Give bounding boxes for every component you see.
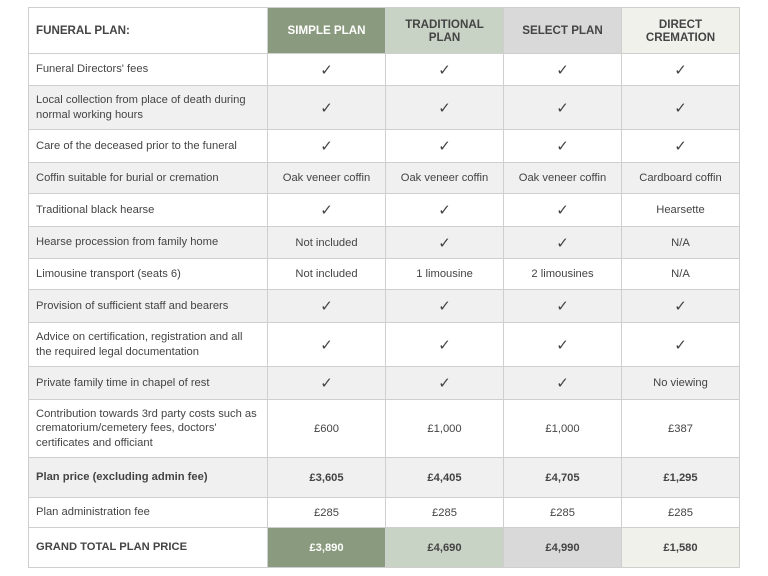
cell-simple: Not included (268, 259, 386, 290)
row-label: Plan price (excluding admin fee) (29, 458, 268, 498)
row-label: Limousine transport (seats 6) (29, 259, 268, 290)
row-label: Care of the deceased prior to the funeral (29, 130, 268, 163)
checkmark-icon: ✓ (386, 130, 504, 163)
header-select-plan: SELECT PLAN (504, 8, 622, 54)
table-row (29, 458, 740, 498)
cell-select: £1,000 (504, 400, 622, 458)
checkmark-icon: ✓ (504, 130, 622, 163)
cell-direct: N/A (622, 227, 740, 259)
cell-select: £285 (504, 498, 622, 528)
checkmark-icon: ✓ (622, 54, 740, 86)
checkmark-icon: ✓ (504, 86, 622, 130)
checkmark-icon: ✓ (386, 290, 504, 323)
checkmark-icon: ✓ (268, 194, 386, 227)
row-label: Plan administration fee (29, 498, 268, 528)
row-label: Hearse procession from family home (29, 227, 268, 259)
cell-simple: £3,605 (268, 458, 386, 498)
table-row (29, 86, 740, 130)
table-row (29, 130, 740, 163)
checkmark-icon: ✓ (386, 54, 504, 86)
checkmark-icon: ✓ (268, 54, 386, 86)
grand-total-select: £4,990 (504, 528, 622, 568)
row-label: Funeral Directors' fees (29, 54, 268, 86)
cell-traditional: £1,000 (386, 400, 504, 458)
table-row (29, 400, 740, 458)
row-label: Traditional black hearse (29, 194, 268, 227)
checkmark-icon: ✓ (268, 367, 386, 400)
row-label: Contribution towards 3rd party costs such as crematorium/cemetery fees, doctors' certificates and officiant (29, 400, 268, 458)
cell-direct: Hearsette (622, 194, 740, 227)
cell-simple: £600 (268, 400, 386, 458)
grand-total-label: GRAND TOTAL PLAN PRICE (29, 528, 268, 568)
row-label: Advice on certification, registration and all the required legal documentation (29, 323, 268, 367)
cell-direct: No viewing (622, 367, 740, 400)
cell-simple: Not included (268, 227, 386, 259)
table-row (29, 498, 740, 528)
cell-select: 2 limousines (504, 259, 622, 290)
cell-direct: £387 (622, 400, 740, 458)
header-direct-cremation: DIRECT CREMATION (622, 8, 740, 54)
table-row (29, 323, 740, 367)
table-row (29, 227, 740, 259)
checkmark-icon: ✓ (622, 130, 740, 163)
checkmark-icon: ✓ (386, 367, 504, 400)
checkmark-icon: ✓ (504, 227, 622, 259)
row-label: Local collection from place of death during normal working hours (29, 86, 268, 130)
checkmark-icon: ✓ (622, 290, 740, 323)
grand-total-row (29, 528, 740, 568)
cell-simple: £285 (268, 498, 386, 528)
funeral-plan-comparison-table (28, 7, 740, 568)
cell-simple: Oak veneer coffin (268, 163, 386, 194)
checkmark-icon: ✓ (268, 130, 386, 163)
table-row (29, 290, 740, 323)
cell-select: £4,705 (504, 458, 622, 498)
cell-traditional: £4,405 (386, 458, 504, 498)
cell-direct: N/A (622, 259, 740, 290)
checkmark-icon: ✓ (504, 290, 622, 323)
grand-total-traditional: £4,690 (386, 528, 504, 568)
table-header-row (29, 8, 740, 54)
row-label: Coffin suitable for burial or cremation (29, 163, 268, 194)
grand-total-direct: £1,580 (622, 528, 740, 568)
checkmark-icon: ✓ (386, 323, 504, 367)
table-row (29, 367, 740, 400)
checkmark-icon: ✓ (504, 54, 622, 86)
checkmark-icon: ✓ (622, 86, 740, 130)
header-simple-plan: SIMPLE PLAN (268, 8, 386, 54)
cell-direct: £1,295 (622, 458, 740, 498)
cell-traditional: 1 limousine (386, 259, 504, 290)
checkmark-icon: ✓ (268, 290, 386, 323)
row-label: Provision of sufficient staff and bearers (29, 290, 268, 323)
checkmark-icon: ✓ (504, 194, 622, 227)
checkmark-icon: ✓ (622, 323, 740, 367)
checkmark-icon: ✓ (268, 86, 386, 130)
table-row (29, 163, 740, 194)
grand-total-simple: £3,890 (268, 528, 386, 568)
row-label: Private family time in chapel of rest (29, 367, 268, 400)
header-funeral-plan-label: FUNERAL PLAN: (29, 8, 268, 54)
checkmark-icon: ✓ (386, 227, 504, 259)
cell-traditional: £285 (386, 498, 504, 528)
checkmark-icon: ✓ (268, 323, 386, 367)
checkmark-icon: ✓ (504, 367, 622, 400)
checkmark-icon: ✓ (504, 323, 622, 367)
checkmark-icon: ✓ (386, 86, 504, 130)
table-row (29, 194, 740, 227)
cell-traditional: Oak veneer coffin (386, 163, 504, 194)
table-row (29, 54, 740, 86)
table-body (29, 54, 740, 568)
checkmark-icon: ✓ (386, 194, 504, 227)
cell-direct: £285 (622, 498, 740, 528)
table-row (29, 259, 740, 290)
cell-select: Oak veneer coffin (504, 163, 622, 194)
header-traditional-plan: TRADITIONAL PLAN (386, 8, 504, 54)
cell-direct: Cardboard coffin (622, 163, 740, 194)
